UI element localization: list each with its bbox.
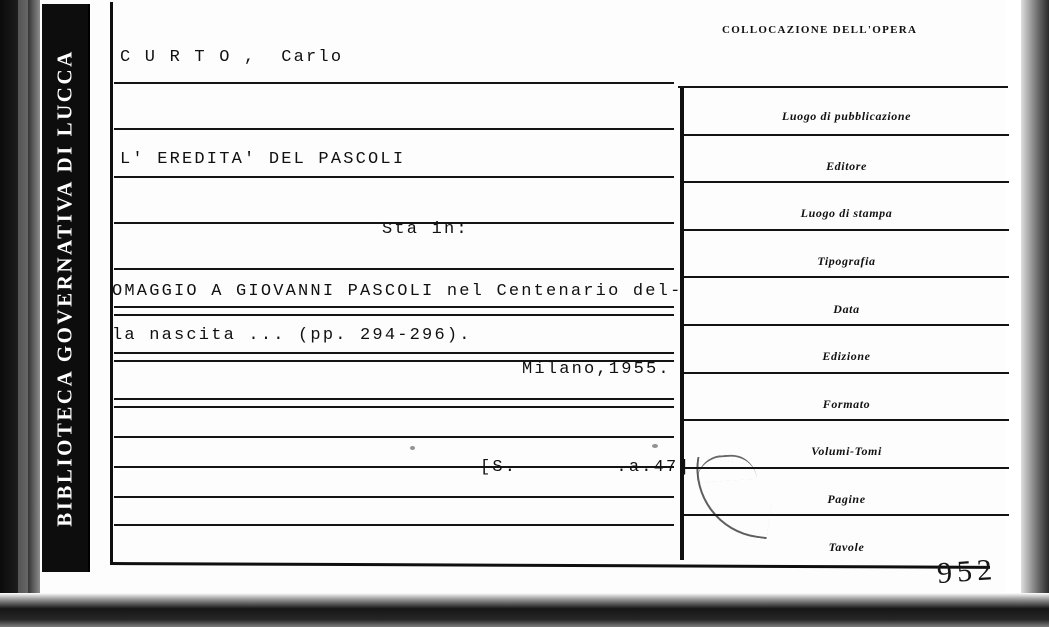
rule-underline [114,398,674,400]
rule-line [114,496,674,498]
handwritten-number: 952 [935,552,999,591]
collocation-row [684,278,1009,326]
collocation-row [684,136,1009,184]
collocation-row-label: Pagine [827,492,866,507]
author-line: C U R T O , Carlo [120,48,344,67]
scan-edge-bottom [0,593,1049,627]
collocation-row [684,326,1009,374]
collocation-row [684,231,1009,279]
collocation-row-label: Volumi-Tomi [811,444,882,459]
rule-line [114,268,674,270]
rule-line [114,128,674,130]
rule-line [114,406,674,408]
collocation-row-label: Editore [826,158,867,173]
source-line-2: la nascita ... (pp. 294-296). [112,326,472,345]
collocation-row-label: Luogo di pubblicazione [781,109,912,124]
library-spine [42,4,90,572]
ink-smudge [652,444,658,448]
collocation-row [684,469,1009,517]
shelfmark-line: [S. .a.47] [480,458,691,477]
collocation-row [684,88,1009,136]
collocation-row-label: Formato [822,396,871,411]
rule-underline [114,306,674,308]
collocation-row-label: Edizione [822,349,871,364]
imprint-line: Milano,1955. [522,360,671,379]
collocation-row [684,374,1009,422]
collocation-row-label: Tipografia [817,254,876,269]
collocation-heading: COLLOCAZIONE DELL'OPERA [722,24,918,36]
library-spine-label: BIBLIOTECA GOVERNATIVA DI LUCCA [52,49,77,527]
collocation-row-label: Luogo di stampa [800,206,893,221]
collocation-row-label: Data [833,301,860,316]
rule-line [114,176,674,178]
card-body [92,0,1012,580]
rule-underline [114,352,674,354]
collocation-row [684,183,1009,231]
collocation-table [684,88,1009,562]
title-line: L' EREDITA' DEL PASCOLI [120,150,406,169]
ink-smudge [410,446,415,450]
source-line-1: OMAGGIO A GIOVANNI PASCOLI nel Centenario del- [112,282,683,301]
collocation-row [684,421,1009,469]
rule-line [114,82,674,84]
sta-in-line: Sta in: [382,220,469,239]
scan-edge-left-highlight [18,0,28,600]
collocation-row-label: Tavole [828,539,865,554]
rule-line [114,436,674,438]
rule-line [114,314,674,316]
rule-line [114,524,674,526]
